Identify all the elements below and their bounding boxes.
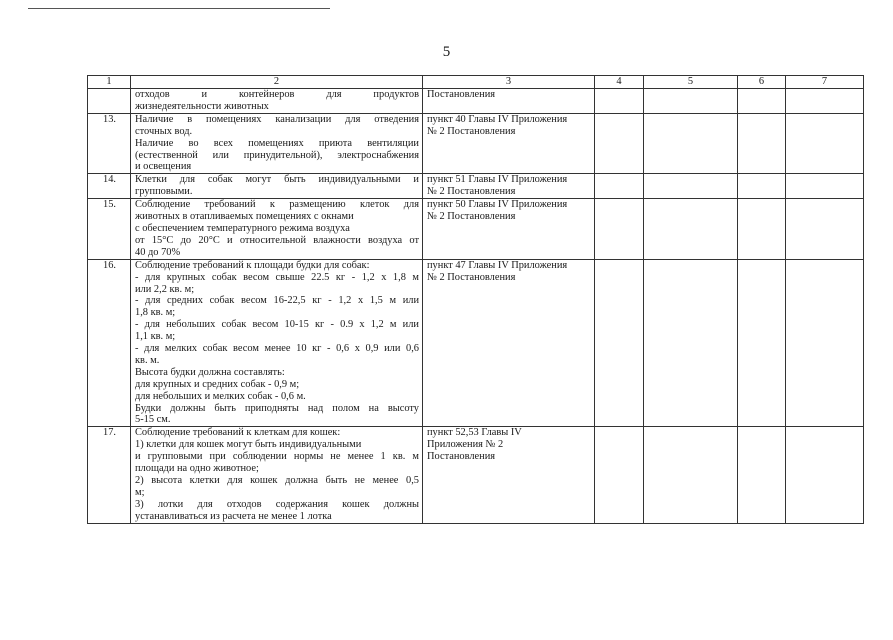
header-cell: 3 <box>423 76 595 89</box>
requirement-line: и освещения <box>135 161 192 173</box>
empty-cell <box>738 174 786 199</box>
empty-cell <box>738 89 786 114</box>
reference-line: № 2 Постановления <box>427 271 516 283</box>
table-row <box>88 89 864 114</box>
requirement-line: от 15°C до 20°C и относительной влажности воздуха от <box>135 234 419 246</box>
requirement-line: 1,1 кв. м; <box>135 331 176 343</box>
requirement-line: - для мелких собак весом менее 10 кг - 0,6 х 0,9 или 0,6 <box>135 343 419 355</box>
empty-cell <box>595 113 644 174</box>
requirement-line: Будки должны быть приподняты над полом на высоту <box>135 402 419 414</box>
empty-cell <box>738 199 786 260</box>
page-number: 5 <box>442 44 451 60</box>
requirement-line: для крупных и средних собак - 0,9 м; <box>135 378 300 390</box>
requirement-line: Соблюдение требований к площади будки для собак: <box>135 259 370 271</box>
empty-cell <box>786 89 864 114</box>
empty-cell <box>644 427 738 523</box>
requirement-line: 3) лотки для отходов содержания кошек должны <box>135 498 419 510</box>
empty-cell <box>644 199 738 260</box>
reference-cell <box>423 113 595 174</box>
requirement-line: или 2,2 кв. м; <box>135 283 195 295</box>
empty-cell <box>595 259 644 427</box>
empty-cell <box>644 174 738 199</box>
requirement-line: 1) клетки для кошек могут быть индивидуальными <box>135 439 362 451</box>
requirement-line: устанавливаться из расчета не менее 1 лотка <box>135 510 332 522</box>
requirement-cell <box>131 259 423 427</box>
requirement-line: 2) высота клетки для кошек должна быть не менее 0,5 <box>135 475 419 486</box>
reference-line: пункт 51 Главы IV Приложения <box>427 174 568 186</box>
requirement-line: м; <box>135 486 145 498</box>
requirement-line: и групповыми при соблюдении нормы не менее 1 кв. м <box>135 451 419 463</box>
empty-cell <box>644 89 738 114</box>
row-number: 13. <box>88 113 131 174</box>
requirement-line: (естественной или принудительной), электроснабжения <box>135 149 419 161</box>
reference-line: № 2 Постановления <box>427 211 516 223</box>
reference-line: Приложения № 2 <box>427 439 504 451</box>
row-number: 15. <box>88 199 131 260</box>
reference-line: Постановления <box>427 451 496 463</box>
requirement-line: с обеспечением температурного режима воздуха <box>135 222 350 234</box>
requirement-cell <box>131 199 423 260</box>
reference-line: пункт 52,53 Главы IV <box>427 427 522 439</box>
requirement-line: животных в отапливаемых помещениях с окнами <box>135 211 354 223</box>
empty-cell <box>786 259 864 427</box>
requirement-line: отходов и контейнеров для продуктов <box>135 89 419 100</box>
table-row <box>88 427 864 523</box>
reference-line: № 2 Постановления <box>427 125 516 137</box>
requirement-line: жизнедеятельности животных <box>135 100 269 112</box>
requirement-cell <box>131 113 423 174</box>
table-row <box>88 259 864 427</box>
requirement-line: - для крупных собак весом свыше 22.5 кг - 1,2 х 1,8 м <box>135 271 419 283</box>
empty-cell <box>738 113 786 174</box>
row-number: 14. <box>88 174 131 199</box>
requirement-cell <box>131 427 423 523</box>
header-cell: 5 <box>644 76 738 89</box>
empty-cell <box>786 427 864 523</box>
row-number: 17. <box>88 427 131 523</box>
empty-cell <box>786 199 864 260</box>
header-cell: 2 <box>131 76 423 89</box>
requirement-cell <box>131 89 423 114</box>
header-row <box>88 76 864 89</box>
requirement-line: Наличие во всех помещениях приюта вентиляции <box>135 137 419 149</box>
empty-cell <box>644 259 738 427</box>
requirement-line: 40 до 70% <box>135 246 181 258</box>
empty-cell <box>738 259 786 427</box>
requirement-line: сточных вод. <box>135 125 193 137</box>
table-row <box>88 113 864 174</box>
reference-line: Постановления <box>427 89 496 100</box>
requirement-line: - для небольших собак весом 10-15 кг - 0.9 х 1,2 м или <box>135 319 419 331</box>
reference-cell <box>423 89 595 114</box>
header-cell: 4 <box>595 76 644 89</box>
row-number: 16. <box>88 259 131 427</box>
reference-cell <box>423 199 595 260</box>
empty-cell <box>786 113 864 174</box>
empty-cell <box>595 427 644 523</box>
reference-cell <box>423 259 595 427</box>
empty-cell <box>644 113 738 174</box>
header-cell: 6 <box>738 76 786 89</box>
requirement-line: Наличие в помещениях канализации для отведения <box>135 113 419 125</box>
empty-cell <box>595 174 644 199</box>
reference-line: пункт 50 Главы IV Приложения <box>427 199 568 211</box>
requirement-line: для небольших и мелких собак - 0,6 м. <box>135 390 306 402</box>
empty-cell <box>595 199 644 260</box>
requirement-line: 5-15 см. <box>135 414 171 426</box>
table-row <box>88 174 864 199</box>
top-rule <box>28 8 330 9</box>
empty-cell <box>786 174 864 199</box>
requirement-line: площади на одно животное; <box>135 463 259 475</box>
requirement-line: Высота будки должна составлять: <box>135 366 285 378</box>
empty-cell <box>595 89 644 114</box>
reference-line: пункт 47 Главы IV Приложения <box>427 259 568 271</box>
empty-cell <box>738 427 786 523</box>
reference-cell <box>423 427 595 523</box>
requirement-line: групповыми. <box>135 186 193 198</box>
requirement-line: Соблюдение требований к клеткам для кошек: <box>135 427 341 439</box>
reference-cell <box>423 174 595 199</box>
requirement-line: 1,8 кв. м; <box>135 307 176 319</box>
reference-line: № 2 Постановления <box>427 186 516 198</box>
header-cell: 1 <box>88 76 131 89</box>
requirement-line: Клетки для собак могут быть индивидуальными и <box>135 174 419 186</box>
row-number <box>88 89 131 114</box>
requirement-line: кв. м. <box>135 354 160 366</box>
requirement-line: Соблюдение требований к размещению клеток для <box>135 199 419 211</box>
table-row <box>88 199 864 260</box>
checklist-table <box>87 75 864 524</box>
requirement-line: - для средних собак весом 16-22,5 кг - 1,2 х 1,5 м или <box>135 295 419 307</box>
header-cell: 7 <box>786 76 864 89</box>
requirement-cell <box>131 174 423 199</box>
reference-line: пункт 40 Главы IV Приложения <box>427 113 568 125</box>
